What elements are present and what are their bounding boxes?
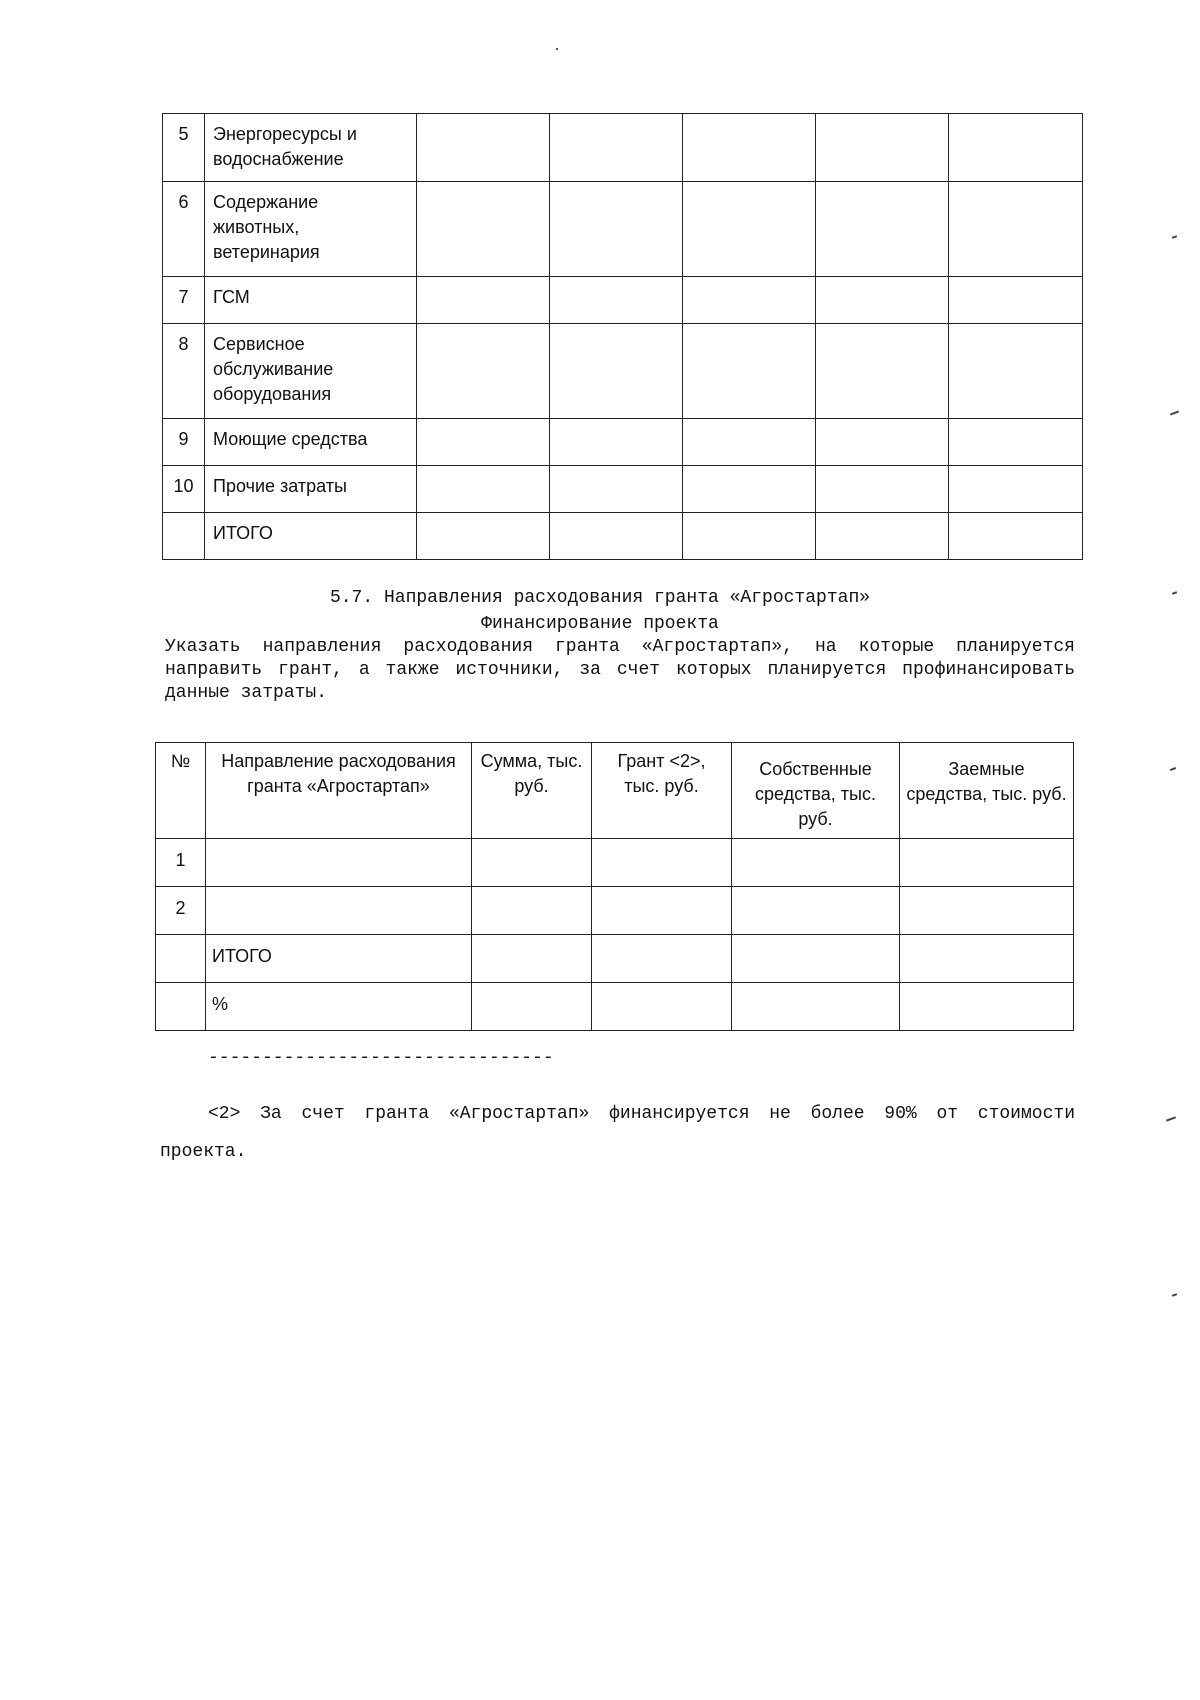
table-cell[interactable]	[816, 513, 949, 560]
table-cell[interactable]	[816, 324, 949, 419]
table-cell[interactable]	[949, 182, 1083, 277]
table-cell[interactable]	[683, 277, 816, 324]
row-number: 5	[163, 114, 205, 182]
table-cell[interactable]	[683, 182, 816, 277]
row-number: 6	[163, 182, 205, 277]
table-cell[interactable]	[472, 887, 592, 935]
table-cell[interactable]	[683, 466, 816, 513]
row-number: 10	[163, 466, 205, 513]
row-label: Сервисное обслуживание оборудования	[205, 324, 417, 419]
scan-mark	[1172, 235, 1177, 239]
table-cell[interactable]	[816, 466, 949, 513]
scan-mark	[556, 48, 558, 50]
section-subtitle: Финансирование проекта	[481, 614, 719, 634]
scan-mark	[1172, 1293, 1177, 1297]
col-header-sum: Сумма, тыс. руб.	[472, 743, 592, 839]
table-row	[156, 887, 1074, 935]
table-cell[interactable]	[592, 983, 732, 1031]
costs-table	[162, 113, 1083, 560]
row-label: Энергоресурсы и водоснабжение	[205, 114, 417, 182]
row-label: ГСМ	[205, 277, 417, 324]
table-cell[interactable]	[900, 983, 1074, 1031]
row-number: 8	[163, 324, 205, 419]
table-cell[interactable]	[550, 277, 683, 324]
table-cell[interactable]	[683, 324, 816, 419]
table-cell[interactable]	[900, 935, 1074, 983]
table-row-total	[163, 513, 1083, 560]
table-cell[interactable]	[550, 114, 683, 182]
table-cell[interactable]	[550, 466, 683, 513]
table-cell[interactable]	[417, 466, 550, 513]
table-cell[interactable]	[417, 182, 550, 277]
table-cell[interactable]	[816, 419, 949, 466]
table-row	[163, 182, 1083, 277]
col-header-own-funds: Собственные средства, тыс. руб.	[732, 743, 900, 839]
table-row-percent	[156, 983, 1074, 1031]
row-label: ИТОГО	[205, 513, 417, 560]
table-cell[interactable]	[592, 935, 732, 983]
table-cell[interactable]	[949, 277, 1083, 324]
table-cell[interactable]	[949, 114, 1083, 182]
table-cell[interactable]	[816, 277, 949, 324]
table-cell[interactable]	[550, 419, 683, 466]
table-header-row	[156, 743, 1074, 839]
table-cell[interactable]	[417, 513, 550, 560]
table-cell[interactable]	[417, 419, 550, 466]
table-cell[interactable]	[472, 935, 592, 983]
row-label: ИТОГО	[206, 935, 472, 983]
row-label: Содержание животных, ветеринария	[205, 182, 417, 277]
row-label: Прочие затраты	[205, 466, 417, 513]
col-header-borrowed-funds: Заемные средства, тыс. руб.	[900, 743, 1074, 839]
table-cell[interactable]	[949, 419, 1083, 466]
row-number	[163, 513, 205, 560]
table-cell[interactable]	[900, 887, 1074, 935]
footnote-separator: --------------------------------	[208, 1048, 554, 1068]
col-header-number: №	[156, 743, 206, 839]
row-number	[156, 983, 206, 1031]
table-cell[interactable]	[732, 839, 900, 887]
row-label[interactable]	[206, 887, 472, 935]
table-cell[interactable]	[417, 277, 550, 324]
table-row	[163, 466, 1083, 513]
table-cell[interactable]	[900, 839, 1074, 887]
table-cell[interactable]	[732, 935, 900, 983]
section-description: Указать направления расходования гранта «Агростартап», на которые планируется направить грант, а также источники, за счет которых планируется профинансировать данные затраты.	[165, 637, 1075, 703]
table-row	[163, 419, 1083, 466]
scan-mark	[1166, 1116, 1176, 1121]
table-cell[interactable]	[732, 887, 900, 935]
table-cell[interactable]	[417, 324, 550, 419]
scan-mark	[1170, 411, 1179, 416]
table-cell[interactable]	[732, 983, 900, 1031]
table-cell[interactable]	[550, 513, 683, 560]
table-cell[interactable]	[592, 887, 732, 935]
table-cell[interactable]	[949, 466, 1083, 513]
footnote-text: <2> За счет гранта «Агростартап» финансируется не более 90% от стоимости проекта.	[160, 1104, 1075, 1162]
table-cell[interactable]	[949, 513, 1083, 560]
row-number: 9	[163, 419, 205, 466]
table-row	[163, 324, 1083, 419]
table-cell[interactable]	[550, 324, 683, 419]
table-row	[163, 114, 1083, 182]
table-row	[163, 277, 1083, 324]
table-cell[interactable]	[683, 419, 816, 466]
row-number: 7	[163, 277, 205, 324]
table-cell[interactable]	[816, 182, 949, 277]
table-cell[interactable]	[683, 114, 816, 182]
section-title: 5.7. Направления расходования гранта «Агростартап»	[329, 588, 871, 608]
table-cell[interactable]	[683, 513, 816, 560]
table-row-total	[156, 935, 1074, 983]
table-cell[interactable]	[816, 114, 949, 182]
row-number: 1	[156, 839, 206, 887]
row-label: %	[206, 983, 472, 1031]
table-cell[interactable]	[550, 182, 683, 277]
col-header-direction: Направление расходования гранта «Агростартап»	[206, 743, 472, 839]
table-cell[interactable]	[949, 324, 1083, 419]
row-number	[156, 935, 206, 983]
scan-mark	[1170, 767, 1176, 771]
row-label[interactable]	[206, 839, 472, 887]
col-header-grant: Грант <2>, тыс. руб.	[592, 743, 732, 839]
table-row	[156, 839, 1074, 887]
table-cell[interactable]	[472, 839, 592, 887]
row-label: Моющие средства	[205, 419, 417, 466]
table-cell[interactable]	[472, 983, 592, 1031]
table-cell[interactable]	[592, 839, 732, 887]
table-cell[interactable]	[417, 114, 550, 182]
grant-table	[155, 742, 1074, 1031]
row-number: 2	[156, 887, 206, 935]
